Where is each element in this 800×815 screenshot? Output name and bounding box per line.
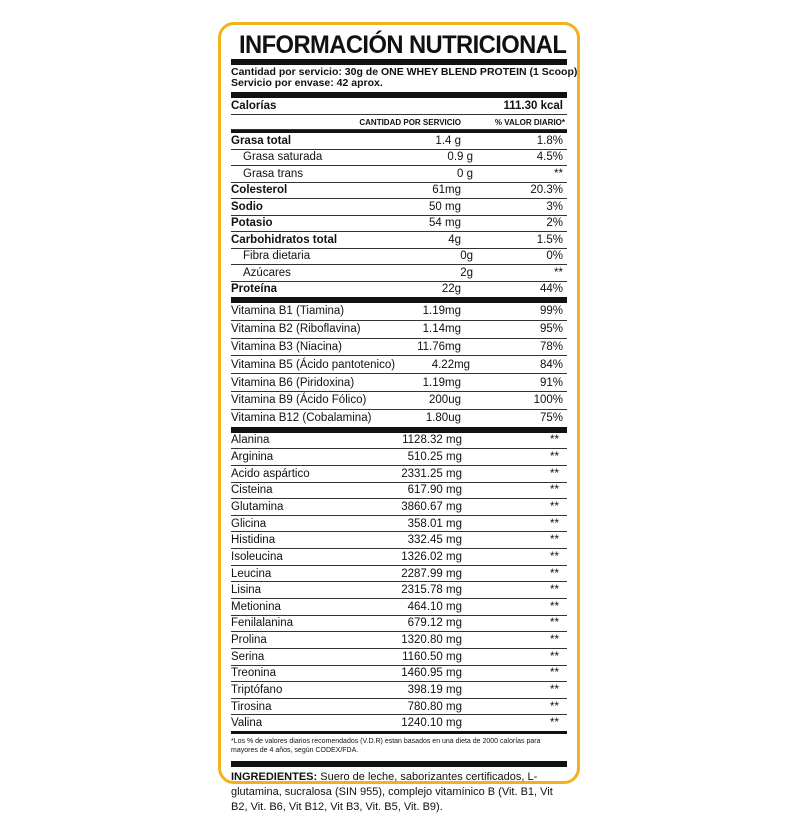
- vitamin-dv: 84%: [539, 358, 563, 371]
- serving-size: Cantidad por servicio: 30g de ONE WHEY BLEND PROTEIN (1 Scoop): [231, 66, 578, 78]
- amino-amount: 358.01 mg: [407, 517, 462, 530]
- amino-name: Fenilalanina: [231, 617, 294, 630]
- label-frame: [218, 22, 580, 814]
- nutrient-amount: 61mg: [432, 184, 461, 197]
- vitamin-name: Vitamina B1 (Tiamina): [231, 305, 345, 318]
- nutrient-dv: 0%: [546, 250, 563, 263]
- amino-name: Triptófano: [231, 684, 283, 696]
- nutrient-amount: 50 mg: [429, 200, 461, 213]
- vitamin-dv: 75%: [539, 412, 563, 425]
- amino-name: Treonina: [231, 667, 276, 680]
- amino-row: [231, 549, 567, 566]
- vitamin-row: [231, 356, 567, 374]
- amino-name: Valina: [231, 717, 263, 730]
- vitamin-row: [231, 392, 567, 410]
- nutrient-amount: 0.9 g: [447, 151, 473, 164]
- vitamin-dv: 95%: [539, 323, 563, 336]
- amino-amount: 510.25 mg: [407, 451, 462, 464]
- vitamin-amount: 200ug: [429, 394, 461, 407]
- amino-dv: **: [550, 434, 559, 447]
- amino-amount: 1326.02 mg: [401, 550, 462, 563]
- nutrient-row: [231, 166, 567, 183]
- vitamin-amount: 1.80ug: [425, 412, 461, 425]
- vitamin-name: Vitamina B2 (Riboflavina): [231, 323, 361, 336]
- vitamins-section: [231, 303, 567, 427]
- amino-amount: 1240.10 mg: [401, 717, 462, 730]
- vitamin-name: Vitamina B9 (Ácido Fólico): [231, 394, 367, 407]
- ingredients-label: INGREDIENTES:: [231, 771, 318, 784]
- vitamin-dv: 100%: [533, 394, 563, 407]
- amino-row: [231, 599, 567, 616]
- amino-name: Prolina: [231, 634, 267, 647]
- amino-dv: **: [550, 467, 559, 480]
- nutrient-name: Potasio: [231, 217, 273, 230]
- nutrients-section: [231, 133, 567, 297]
- amino-dv: **: [550, 600, 559, 613]
- amino-name: Lisina: [231, 584, 262, 597]
- label-title: INFORMACIÓN NUTRICIONAL: [239, 31, 567, 59]
- vitamin-dv: 78%: [539, 340, 563, 353]
- nutrient-dv: 1.5%: [536, 233, 563, 246]
- amino-amount: 2331.25 mg: [401, 467, 462, 480]
- amino-amount: 464.10 mg: [407, 600, 462, 613]
- amino-section: [231, 433, 567, 732]
- amino-dv: **: [550, 717, 559, 730]
- nutrient-row: [231, 282, 567, 298]
- nutrient-name: Fibra dietaria: [243, 250, 311, 263]
- vitamin-name: Vitamina B3 (Niacina): [231, 340, 343, 353]
- nutrient-name: Azúcares: [243, 266, 291, 279]
- amino-row: [231, 532, 567, 549]
- vitamin-amount: 1.14mg: [422, 323, 461, 336]
- nutrient-row: [231, 150, 567, 167]
- amino-row: [231, 632, 567, 649]
- amino-name: Cisteina: [231, 484, 273, 497]
- amino-dv: **: [550, 684, 559, 696]
- footnote: *Los % de valores diarios recomendados (V.D.R) estan basados en una dieta de 2000 calorías para mayores de 4 años, según CODEX/FDA.: [231, 738, 541, 754]
- amino-name: Histidina: [231, 534, 276, 547]
- amino-dv: **: [550, 700, 559, 713]
- amino-dv: **: [550, 617, 559, 630]
- serving-info: [231, 65, 578, 92]
- amino-row: [231, 483, 567, 500]
- nutrient-dv: 20.3%: [530, 184, 563, 197]
- amino-row: [231, 516, 567, 533]
- nutrient-amount: 0 g: [457, 167, 473, 180]
- amino-amount: 780.80 mg: [407, 700, 462, 713]
- nutrient-dv: 1.8%: [536, 134, 563, 147]
- nutrient-name: Grasa trans: [243, 167, 304, 180]
- nutrient-amount: 22g: [441, 283, 461, 296]
- nutrient-row: [231, 216, 567, 233]
- amino-row: [231, 715, 567, 731]
- amino-amount: 1128.32 mg: [402, 434, 462, 447]
- amino-name: Acido aspártico: [231, 467, 310, 480]
- calories-row: [231, 98, 567, 115]
- amino-amount: 2287.99 mg: [401, 567, 462, 580]
- amino-amount: 1160.50 mg: [402, 650, 462, 663]
- nutrient-dv: 4.5%: [536, 151, 563, 164]
- amino-row: [231, 616, 567, 633]
- amino-dv: **: [550, 650, 559, 663]
- amino-amount: 1460.95 mg: [401, 667, 462, 680]
- vitamin-row: [231, 410, 567, 427]
- amino-dv: **: [550, 534, 559, 547]
- nutrient-row: [231, 232, 567, 249]
- nutrient-name: Grasa saturada: [243, 151, 323, 164]
- nutrient-row: [231, 133, 567, 150]
- vitamin-amount: 1.19mg: [422, 305, 461, 318]
- amino-amount: 617.90 mg: [407, 484, 462, 497]
- amino-dv: **: [550, 550, 559, 563]
- nutrient-name: Sodio: [231, 200, 263, 213]
- calories-label: Calorías: [231, 100, 277, 112]
- vitamin-amount: 4.22mg: [431, 358, 471, 371]
- amino-row: [231, 682, 567, 699]
- nutrient-row: [231, 249, 567, 266]
- amino-dv: **: [550, 667, 559, 680]
- nutrition-label: [231, 31, 578, 815]
- nutrient-name: Proteína: [231, 283, 278, 296]
- amino-dv: **: [550, 517, 559, 530]
- nutrient-dv: **: [554, 167, 563, 180]
- amino-dv: **: [550, 584, 559, 597]
- amino-dv: **: [550, 500, 559, 513]
- amino-row: [231, 649, 567, 666]
- nutrient-dv: 44%: [539, 283, 563, 296]
- vitamin-row: [231, 374, 567, 392]
- amino-row: [231, 499, 567, 516]
- amino-row: [231, 699, 567, 716]
- amount-header: CANTIDAD POR SERVICIO: [359, 117, 461, 127]
- ingredients-text: Suero de leche, saborizantes certificados, L-glutamina, sucralosa (SIN 955), complejo vitamínico B (Vit. B1, Vit B2, Vit. B6, Vit B12, Vit B3, Vit. B5, Vit. B9).: [231, 771, 553, 814]
- amino-dv: **: [550, 567, 559, 580]
- amino-name: Serina: [231, 650, 265, 663]
- amino-row: [231, 449, 567, 466]
- nutrient-row: [231, 199, 567, 216]
- calories-value: 111.30 kcal: [503, 100, 563, 112]
- nutrient-row: [231, 183, 567, 200]
- nutrient-amount: 2g: [460, 266, 473, 279]
- amino-name: Arginina: [231, 451, 274, 464]
- vitamin-dv: 91%: [539, 376, 563, 389]
- amino-amount: 398.19 mg: [407, 684, 462, 696]
- vitamin-amount: 1.19mg: [422, 376, 461, 389]
- amino-amount: 679.12 mg: [407, 617, 462, 630]
- amino-row: [231, 582, 567, 599]
- amino-dv: **: [550, 451, 559, 464]
- amino-row: [231, 666, 567, 683]
- amino-row: [231, 466, 567, 483]
- amino-name: Glutamina: [231, 500, 284, 513]
- amino-row: [231, 433, 567, 450]
- amino-amount: 3860.67 mg: [401, 500, 462, 513]
- amino-amount: 332.45 mg: [407, 534, 462, 547]
- amino-name: Alanina: [231, 434, 270, 447]
- nutrient-dv: 2%: [546, 217, 563, 230]
- amino-dv: **: [550, 634, 559, 647]
- amino-name: Leucina: [231, 567, 272, 580]
- nutrient-name: Colesterol: [231, 184, 288, 197]
- amino-name: Isoleucina: [231, 550, 283, 563]
- nutrient-amount: 54 mg: [429, 217, 461, 230]
- nutrient-name: Carbohidratos total: [231, 233, 338, 246]
- vitamin-row: [231, 339, 567, 357]
- vitamin-name: Vitamina B6 (Piridoxina): [231, 376, 355, 389]
- vitamin-row: [231, 303, 567, 321]
- dv-header: % VALOR DIARIO*: [494, 117, 565, 127]
- amino-amount: 1320.80 mg: [401, 634, 462, 647]
- nutrient-name: Grasa total: [231, 134, 292, 147]
- vitamin-name: Vitamina B5 (Ácido pantotenico): [231, 358, 396, 371]
- column-headers: [231, 115, 567, 130]
- nutrient-amount: 1.4 g: [435, 134, 461, 147]
- ingredients: [231, 767, 567, 815]
- vitamin-name: Vitamina B12 (Cobalamina): [231, 412, 372, 425]
- amino-dv: **: [550, 484, 559, 497]
- vitamin-amount: 11.76mg: [417, 340, 461, 353]
- vitamin-dv: 99%: [539, 305, 563, 318]
- amino-row: [231, 566, 567, 583]
- amino-amount: 2315.78 mg: [401, 584, 462, 597]
- vitamin-row: [231, 321, 567, 339]
- nutrient-amount: 4g: [448, 233, 461, 246]
- servings-per-container: Servicio por envase: 42 aprox.: [231, 77, 383, 89]
- nutrient-amount: 0g: [460, 250, 473, 263]
- amino-name: Glicina: [231, 517, 267, 530]
- amino-name: Tirosina: [231, 700, 272, 713]
- nutrient-row: [231, 265, 567, 282]
- amino-name: Metionina: [231, 600, 281, 613]
- nutrient-dv: **: [554, 266, 563, 279]
- nutrient-dv: 3%: [546, 200, 563, 213]
